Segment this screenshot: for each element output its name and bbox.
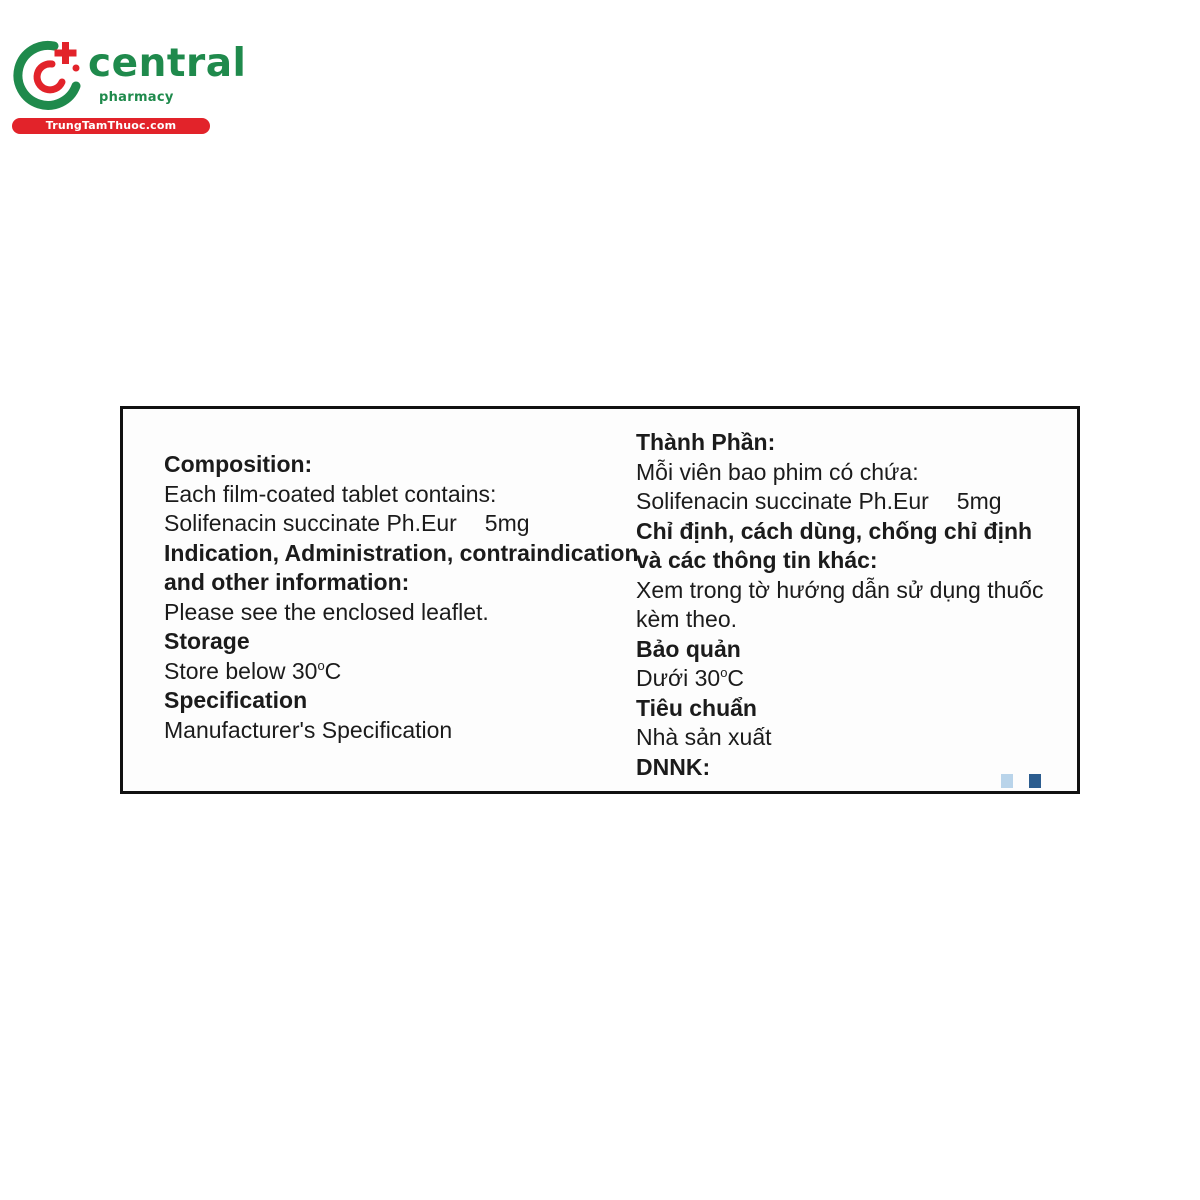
composition-heading: Composition: [164, 451, 313, 477]
ingredient-line [164, 509, 639, 539]
color-swatch-light [1001, 774, 1013, 788]
product-label [120, 406, 1080, 794]
composition-text-vi: Mỗi viên bao phim có chứa: [636, 458, 919, 485]
composition-heading-vi: Thành Phần: [636, 429, 776, 455]
brand-name: central [88, 41, 247, 86]
ingredient-line-vi [636, 487, 1043, 517]
specification-text: Manufacturer's Specification [164, 716, 453, 743]
specification-text-vi: Nhà sản xuất [636, 724, 772, 750]
brand-logo[interactable] [10, 38, 247, 138]
degree-symbol: o [317, 657, 325, 673]
pharmacy-cross-logo-icon [10, 38, 92, 112]
storage-unit-vi: C [727, 665, 745, 691]
indication-text-vi-line-2: kèm theo. [636, 606, 737, 632]
storage-unit: C [324, 657, 342, 684]
composition-text: Each film-coated tablet contains: [164, 480, 497, 507]
storage-heading-vi: Bảo quản [636, 635, 741, 662]
ingredient-amount: 5mg [484, 510, 530, 536]
indication-text: Please see the enclosed leaflet. [164, 598, 489, 625]
importer-heading-vi: DNNK: [636, 753, 711, 780]
indication-heading-vi-line-1: Chỉ định, cách dùng, chống chỉ định [636, 517, 1033, 544]
color-swatch-dark [1029, 774, 1041, 788]
brand-subtitle: pharmacy [99, 90, 174, 105]
ingredient-name: Solifenacin succinate Ph.Eur [164, 510, 457, 536]
indication-heading-line-1: Indication, Administration, contraindication [164, 539, 639, 566]
indication-heading-vi-line-2: và các thông tin khác: [636, 547, 878, 573]
specification-heading: Specification [164, 687, 308, 713]
storage-heading: Storage [164, 628, 250, 654]
storage-text-vi [636, 664, 1043, 694]
indication-heading-line-2: and other information: [164, 569, 410, 595]
storage-text-value: Store below 30 [164, 657, 318, 684]
label-vietnamese-column [636, 428, 1043, 782]
ingredient-name-vi: Solifenacin succinate Ph.Eur [636, 488, 929, 514]
ingredient-amount-vi: 5mg [956, 488, 1002, 514]
specification-heading-vi: Tiêu chuẩn [636, 694, 757, 721]
degree-symbol-vi: o [720, 665, 728, 680]
brand-url-badge[interactable]: TrungTamThuoc.com [12, 118, 210, 134]
label-english-column [164, 450, 639, 745]
indication-text-vi-line-1: Xem trong tờ hướng dẫn sử dụng thuốc [636, 576, 1044, 603]
storage-text [164, 657, 639, 687]
storage-text-value-vi: Dưới 30 [636, 665, 721, 691]
